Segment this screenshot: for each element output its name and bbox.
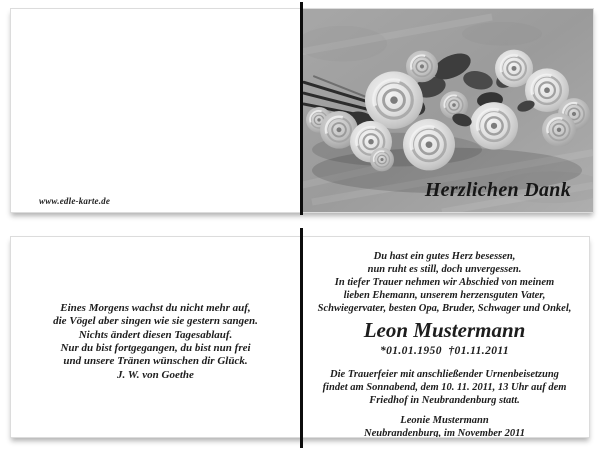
inner-right-panel [300,237,589,437]
poem [53,302,258,382]
inner-left-panel [11,237,300,437]
funeral-line: findet am Sonnabend, dem 10. 11. 2011, 13 Uhr auf dem [322,382,567,393]
obituary-intro [318,250,572,315]
fold-line-top [300,2,303,215]
obituary-line: Du hast ein gutes Herz besessen, [373,251,516,262]
poem-line: Nur du bist fortgegangen, du bist nun frei [60,342,251,354]
funeral-line: Die Trauerfeier mit anschließender Urnenbeisetzung [330,369,559,380]
obituary-line: Schwiegervater, besten Opa, Bruder, Schwager und Onkel, [317,303,572,314]
publisher-url: www.edle-karte.de [39,196,111,206]
poem-line: und unsere Tränen wünschen dir Glück. [63,355,248,368]
poem-line: die Vögel aber singen wie sie gestern sangen. [53,315,258,328]
obituary-line: lieben Ehemann, unserem herzensguten Vater, [343,290,546,301]
signature-line: Neubrandenburg, im November 2011 [363,428,525,437]
deceased-name: Leon Mustermann [363,318,526,342]
poem-attribution: J. W. von Goethe [117,368,194,381]
card-back-panel [11,9,302,212]
poem-line: Nichts ändert diesen Tagesablauf. [78,328,233,341]
card-front-panel [302,9,593,212]
fold-line-bottom [300,228,303,448]
funeral-line: Friedhof in Neubrandenburg statt. [369,395,520,406]
front-greeting: Herzlichen Dank [424,179,571,201]
obituary-line: In tiefer Trauer nehmen wir Abschied von meinem [334,277,555,288]
signature [364,414,525,437]
poem-line: Eines Morgens wachst du nicht mehr auf, [60,301,251,314]
signature-line: Leonie Mustermann [400,415,489,426]
funeral-info [323,368,567,407]
obituary-line: nun ruht es still, doch unvergessen. [367,264,522,275]
life-dates: *01.01.1950 †01.11.2011 [379,345,510,357]
